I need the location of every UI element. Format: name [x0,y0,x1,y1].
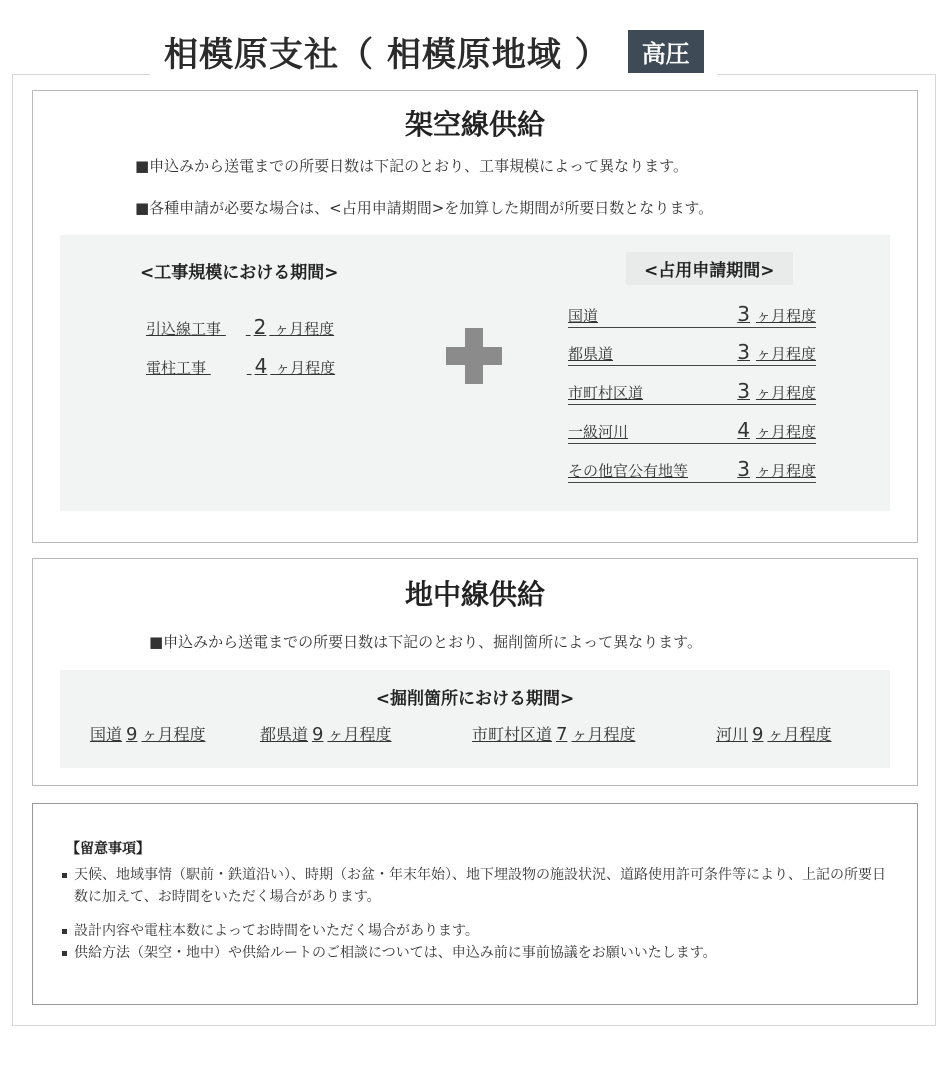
work-row-unit: ヶ月程度 [275,359,336,377]
occupancy-row-prefectural-road [568,341,816,366]
underground-title: 地中線供給 [404,578,545,611]
occupancy-row-other-public-land [568,458,816,483]
excavation-num: 7 [556,724,568,745]
work-scale-heading: <工事規模における期間> [140,263,339,283]
work-row-label: 引込線工事 [146,320,222,338]
page-title: 相模原支社（ 相模原地域 ） [164,34,610,75]
note-item: 天候、地域事情（駅前・鉄道沿い）、時期（お盆・年末年始）、地下埋設物の施設状況、道路使用許可条件等により、上記の所要日数に加えて、お時間をいただく場合があります。 [74,864,894,908]
excavation-unit: ヶ月程度 [141,725,206,744]
underground-bullet: ■申込みから送電までの所要日数は下記のとおり、掘削箇所によって異なります。 [149,633,702,651]
excavation-label: 国道 [90,725,123,744]
excavation-unit: ヶ月程度 [327,725,392,744]
voltage-badge: 高圧 [628,30,704,73]
page-header [150,22,718,80]
excavation-item-municipal-road [472,722,635,745]
occupancy-row-label: 市町村区道 [568,384,644,402]
excavation-num: 9 [126,724,138,745]
occupancy-row-municipal-road [568,380,816,405]
excavation-item-national-road [90,722,205,745]
work-row-pole [146,354,335,378]
work-row-num: 2 [253,315,267,339]
plus-icon [446,328,502,384]
excavation-item-prefectural-road [260,722,391,745]
overhead-bullet-2: ■各種申請が必要な場合は、<占用申請期間>を加算した期間が所要日数となります。 [135,199,714,217]
occupancy-row-unit: ヶ月程度 [755,307,816,325]
occupancy-row-num: 3 [737,340,750,364]
occupancy-row-label: 一級河川 [568,423,629,441]
excavation-unit: ヶ月程度 [767,725,832,744]
occupancy-row-label: 都県道 [568,345,614,363]
occupancy-row-unit: ヶ月程度 [755,345,816,363]
occupancy-row-label: 国道 [568,307,599,325]
note-item: 供給方法（架空・地中）や供給ルートのご相談については、申込み前に事前協議をお願いいたします。 [74,942,894,964]
work-row-unit: ヶ月程度 [274,320,335,338]
excavation-label: 都県道 [260,725,309,744]
excavation-num: 9 [312,724,324,745]
occupancy-row-num: 3 [737,457,750,481]
notes-heading: 【留意事項】 [66,841,150,857]
occupancy-row-num: 3 [737,379,750,403]
occupancy-row-label: その他官公有地等 [568,462,689,480]
work-row-label: 電柱工事 [146,359,207,377]
occupancy-row-river [568,419,816,444]
overhead-bullet-1: ■申込みから送電までの所要日数は下記のとおり、工事規模によって異なります。 [135,157,688,175]
excavation-unit: ヶ月程度 [571,725,636,744]
excavation-label: 市町村区道 [472,725,553,744]
overhead-title: 架空線供給 [404,108,545,141]
excavation-num: 9 [752,724,764,745]
work-row-num: 4 [254,354,268,378]
occupancy-row-unit: ヶ月程度 [755,462,816,480]
occupancy-row-national-road [568,303,816,328]
occupancy-row-unit: ヶ月程度 [755,423,816,441]
note-item: 設計内容や電柱本数によってお時間をいただく場合があります。 [74,920,894,942]
occupancy-row-num: 4 [737,418,750,442]
occupancy-row-num: 3 [737,302,750,326]
occupancy-heading: <占用申請期間> [626,252,793,285]
excavation-label: 河川 [716,725,749,744]
occupancy-row-unit: ヶ月程度 [755,384,816,402]
excavation-item-river [716,722,831,745]
work-row-service-line [146,315,334,339]
excavation-heading: <掘削箇所における期間> [375,689,575,709]
